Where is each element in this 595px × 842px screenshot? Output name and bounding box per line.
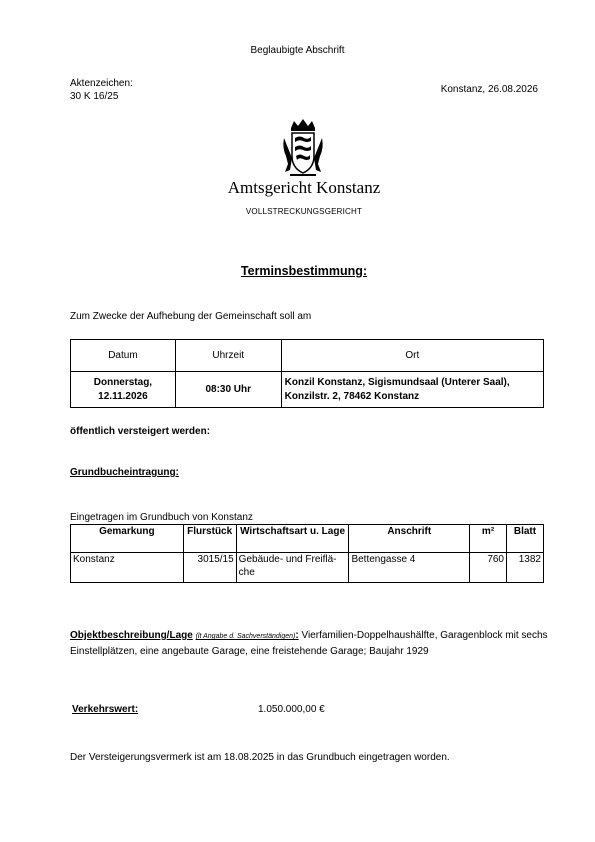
document-title: Terminsbestimmung: xyxy=(240,264,368,278)
table-row xyxy=(71,372,544,408)
closing-text: Der Versteigerungsvermerk ist am 18.08.2025 in das Grundbuch eingetragen worden. xyxy=(70,752,450,763)
termin-ort: Konzil Konstanz, Sigismundsaal (Unterer Saal), Konzilstr. 2, 78462 Konstanz xyxy=(281,372,543,408)
column-header-datum: Datum xyxy=(71,340,176,372)
column-header-qm: m² xyxy=(470,525,507,553)
grundbuch-table xyxy=(70,524,544,583)
grundbuch-heading: Grundbucheintragung: xyxy=(70,467,179,478)
verkehrswert-value: 1.050.000,00 € xyxy=(258,704,325,715)
court-name: Amtsgericht Konstanz xyxy=(227,178,381,197)
aktenzeichen-label: Aktenzeichen: xyxy=(70,78,133,89)
intro-text: Zum Zwecke der Aufhebung der Gemeinschaft soll am xyxy=(70,311,312,322)
grundbuch-intro: Eingetragen im Grundbuch von Konstanz xyxy=(70,512,253,523)
termin-weekday: Donnerstag, xyxy=(93,376,153,388)
cell-qm: 760 xyxy=(470,553,507,583)
objekt-note: (lt Angabe d. Sachverständigen) xyxy=(195,633,296,640)
place-date: Konstanz, 26.08.2026 xyxy=(440,84,538,95)
coat-of-arms-icon xyxy=(282,118,324,178)
aktenzeichen-block xyxy=(70,77,133,103)
termin-uhrzeit: 08:30 Uhr xyxy=(175,372,281,408)
verkehrswert-label: Verkehrswert: xyxy=(72,704,139,715)
aktenzeichen-value: 30 K 16/25 xyxy=(70,91,119,102)
cell-gemarkung: Konstanz xyxy=(71,553,184,583)
objekt-label: Objektbeschreibung/Lage xyxy=(70,630,193,641)
objektbeschreibung: Objektbeschreibung/Lage (lt Angabe d. Sachverständigen): Vierfamilien-Doppelhaushälfte, Garagenblock mit sechs Einstellplätzen, eine angebaute Garage, eine freistehende Garage; Baujahr 1929 xyxy=(70,630,548,657)
column-header-blatt: Blatt xyxy=(507,525,544,553)
cell-blatt: 1382 xyxy=(507,553,544,583)
table-header-row xyxy=(71,525,544,553)
cell-wirtschaftsart: Gebäude- und Freiflä-che xyxy=(236,553,349,583)
table-row xyxy=(71,553,544,583)
court-department: VOLLSTRECKUNGSGERICHT xyxy=(245,207,363,216)
termin-datum xyxy=(71,372,176,408)
termin-table xyxy=(70,339,544,408)
column-header-uhrzeit: Uhrzeit xyxy=(175,340,281,372)
column-header-ort: Ort xyxy=(281,340,543,372)
cell-anschrift: Bettengasse 4 xyxy=(349,553,470,583)
cell-flurstueck: 3015/15 xyxy=(183,553,236,583)
column-header-anschrift: Anschrift xyxy=(349,525,470,553)
column-header-gemarkung: Gemarkung xyxy=(71,525,184,553)
versteigert-text: öffentlich versteigert werden: xyxy=(70,426,211,437)
column-header-wirtschaftsart: Wirtschaftsart u. Lage xyxy=(236,525,349,553)
objekt-text: Vierfamilien-Doppelhaushälfte, Garagenblock mit sechs Einstellplätzen, eine angebaute Garage, eine freistehende Garage; Baujahr 1929 xyxy=(70,630,548,657)
document-header-title: Beglaubigte Abschrift xyxy=(250,45,345,56)
termin-date: 12.11.2026 xyxy=(98,390,148,402)
column-header-flurstueck: Flurstück xyxy=(183,525,236,553)
table-header-row xyxy=(71,340,544,372)
